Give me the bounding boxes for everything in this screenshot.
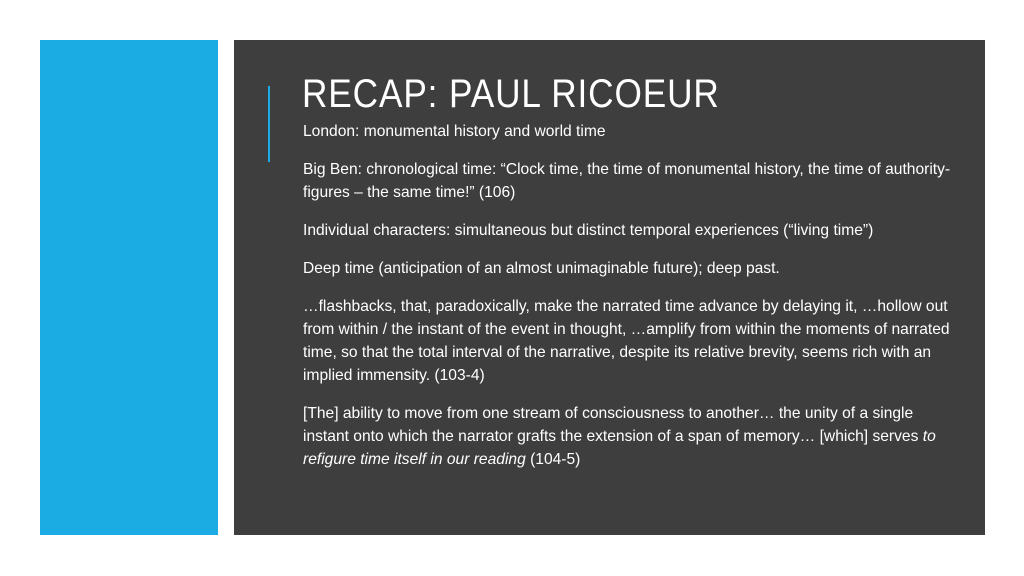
bullet-text: [The] ability to move from one stream of consciousness to another… the unity of a single instant onto which the narrator grafts the extension of a span of memory… [which] serves <box>303 405 923 445</box>
bullet-point: Big Ben: chronological time: “Clock time, the time of monumental history, the time of authority-figures – the same time!” (106) <box>303 161 951 201</box>
bullet-point <box>303 402 958 471</box>
bullet-point: Individual characters: simultaneous but distinct temporal experiences (“living time”) <box>303 222 874 239</box>
title-accent-bar <box>268 86 270 162</box>
bullet-point: …flashbacks, that, paradoxically, make the narrated time advance by delaying it, …hollow out from within / the instant of the event in thought, …amplify from within the moments of narrated time, so that the total interval of the narrative, despite its relative brevity, seems rich with an implied immensity. (103-4) <box>303 298 950 384</box>
accent-panel <box>40 40 218 535</box>
bullet-list <box>303 120 958 486</box>
bullet-point: London: monumental history and world time <box>303 123 606 140</box>
italic-emphasis: to refigure time itself in our reading <box>303 428 936 468</box>
bullet-point: Deep time (anticipation of an almost unimaginable future); deep past. <box>303 260 780 277</box>
slide-title: RECAP: PAUL RICOEUR <box>302 72 720 116</box>
citation-text: (104-5) <box>525 451 581 468</box>
